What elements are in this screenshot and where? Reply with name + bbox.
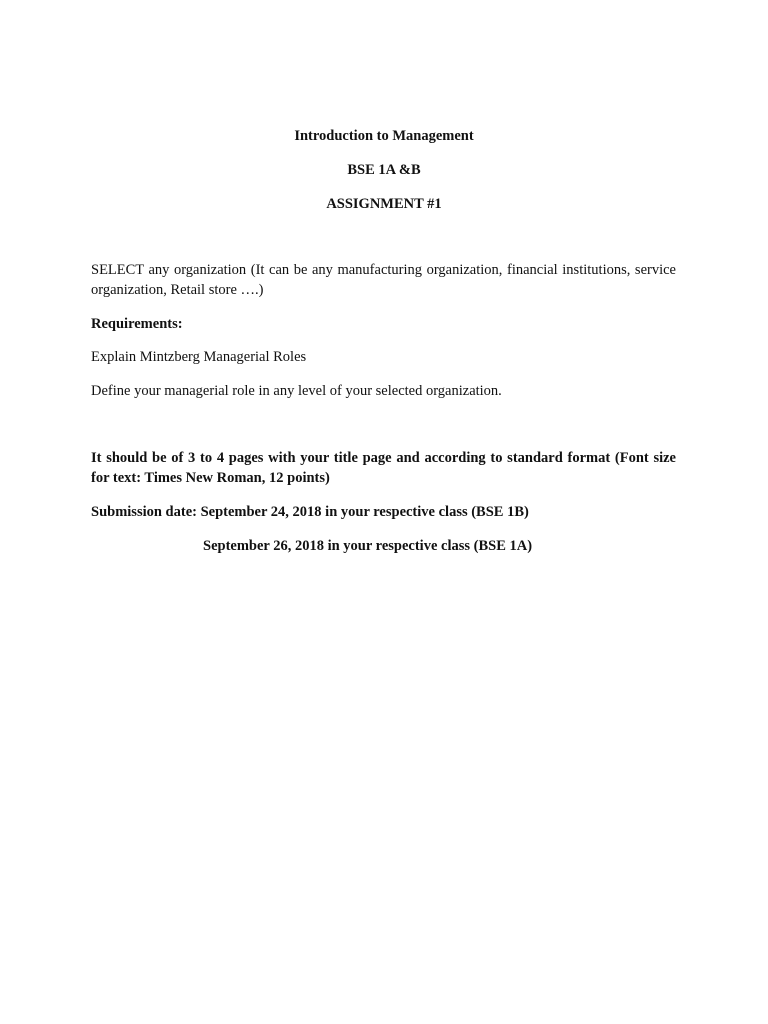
submission-date-line-2: September 26, 2018 in your respective class (BSE 1A) — [203, 538, 533, 554]
requirements-heading: Requirements: — [91, 316, 183, 332]
requirement-item-2: Define your managerial role in any level of your selected organization. — [91, 383, 502, 399]
class-line: BSE 1A &B — [347, 162, 421, 178]
submission-date-line-1: Submission date: September 24, 2018 in your respective class (BSE 1B) — [91, 504, 529, 520]
requirement-item-1: Explain Mintzberg Managerial Roles — [91, 349, 307, 365]
assignment-label: ASSIGNMENT #1 — [326, 196, 442, 212]
document-title: Introduction to Management — [294, 128, 474, 144]
select-paragraph: SELECT any organization (It can be any manufacturing organization, financial institutions, service organization, Retail store ….) — [91, 262, 676, 298]
format-note: It should be of 3 to 4 pages with your title page and according to standard format (Font size for text: Times New Roman, 12 points) — [91, 450, 676, 486]
